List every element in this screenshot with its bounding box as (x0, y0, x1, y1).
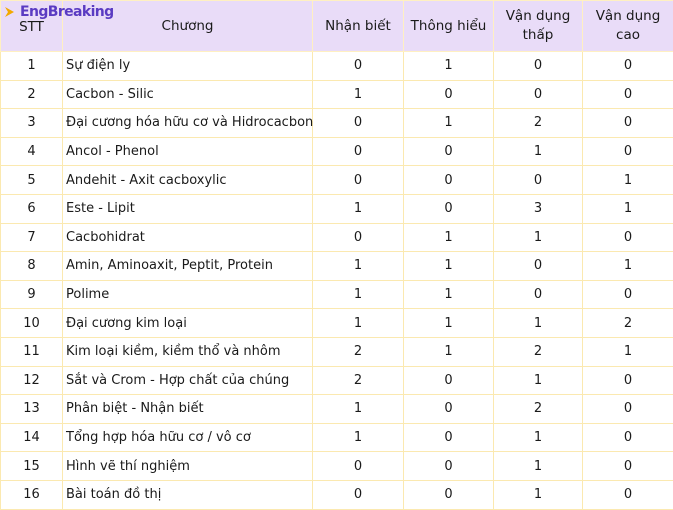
row-stt: 4 (1, 137, 63, 166)
row-stt: 5 (1, 166, 63, 195)
row-apply-low: 1 (494, 366, 583, 395)
row-recognize: 2 (313, 366, 404, 395)
row-apply-high: 0 (583, 137, 673, 166)
row-apply-low: 1 (494, 452, 583, 481)
row-apply-low: 1 (494, 309, 583, 338)
row-stt: 1 (1, 52, 63, 81)
row-apply-high: 1 (583, 194, 673, 223)
row-chapter: Amin, Aminoaxit, Peptit, Protein (63, 252, 313, 281)
table-row (1, 395, 673, 424)
row-apply-high: 0 (583, 452, 673, 481)
row-apply-low: 0 (494, 80, 583, 109)
row-apply-high: 0 (583, 423, 673, 452)
header-apply-low: Vận dụng thấp (494, 1, 583, 52)
row-apply-low: 1 (494, 223, 583, 252)
row-stt: 3 (1, 109, 63, 138)
row-understand: 1 (404, 252, 494, 281)
row-stt: 2 (1, 80, 63, 109)
table-row (1, 137, 673, 166)
table-row (1, 452, 673, 481)
brand-name: EngBreaking (20, 4, 114, 20)
row-apply-low: 2 (494, 109, 583, 138)
row-recognize: 1 (313, 309, 404, 338)
brand-arrow-icon (4, 5, 18, 19)
table-row (1, 309, 673, 338)
table-row (1, 52, 673, 81)
row-apply-high: 0 (583, 80, 673, 109)
row-chapter: Đại cương kim loại (63, 309, 313, 338)
row-chapter: Hình vẽ thí nghiệm (63, 452, 313, 481)
row-chapter: Ancol - Phenol (63, 137, 313, 166)
row-understand: 0 (404, 395, 494, 424)
row-apply-low: 1 (494, 480, 583, 509)
row-recognize: 1 (313, 280, 404, 309)
table-row (1, 252, 673, 281)
row-apply-high: 0 (583, 366, 673, 395)
row-recognize: 0 (313, 52, 404, 81)
row-recognize: 1 (313, 252, 404, 281)
row-chapter: Andehit - Axit cacboxylic (63, 166, 313, 195)
table-row (1, 480, 673, 509)
row-stt: 6 (1, 194, 63, 223)
row-understand: 1 (404, 337, 494, 366)
row-chapter: Cacbon - Silic (63, 80, 313, 109)
row-chapter: Sắt và Crom - Hợp chất của chúng (63, 366, 313, 395)
row-apply-high: 2 (583, 309, 673, 338)
row-chapter: Bài toán đồ thị (63, 480, 313, 509)
row-chapter: Cacbohidrat (63, 223, 313, 252)
row-stt: 13 (1, 395, 63, 424)
row-understand: 0 (404, 80, 494, 109)
table-row (1, 80, 673, 109)
row-understand: 0 (404, 166, 494, 195)
row-understand: 0 (404, 480, 494, 509)
table-row (1, 337, 673, 366)
row-chapter: Sự điện ly (63, 52, 313, 81)
table-row (1, 423, 673, 452)
row-chapter: Este - Lipit (63, 194, 313, 223)
header-chapter: Chương (63, 1, 313, 52)
row-recognize: 2 (313, 337, 404, 366)
header-understand: Thông hiểu (404, 1, 494, 52)
row-apply-high: 0 (583, 280, 673, 309)
header-apply-high: Vận dụng cao (583, 1, 673, 52)
row-understand: 1 (404, 223, 494, 252)
row-recognize: 0 (313, 480, 404, 509)
row-recognize: 1 (313, 194, 404, 223)
row-apply-low: 0 (494, 252, 583, 281)
row-understand: 1 (404, 280, 494, 309)
row-apply-high: 1 (583, 252, 673, 281)
row-apply-high: 0 (583, 480, 673, 509)
row-chapter: Kim loại kiềm, kiềm thổ và nhôm (63, 337, 313, 366)
row-apply-low: 0 (494, 52, 583, 81)
header-stt: STT (1, 1, 63, 52)
row-apply-low: 3 (494, 194, 583, 223)
row-stt: 12 (1, 366, 63, 395)
row-understand: 1 (404, 109, 494, 138)
row-apply-high: 0 (583, 223, 673, 252)
row-recognize: 1 (313, 80, 404, 109)
row-chapter: Phân biệt - Nhận biết (63, 395, 313, 424)
table-row (1, 223, 673, 252)
table-row (1, 166, 673, 195)
row-stt: 10 (1, 309, 63, 338)
row-recognize: 0 (313, 452, 404, 481)
table-row (1, 366, 673, 395)
header-recognize: Nhận biết (313, 1, 404, 52)
row-apply-low: 0 (494, 280, 583, 309)
brand-logo (4, 4, 114, 20)
row-apply-high: 0 (583, 109, 673, 138)
row-apply-high: 0 (583, 395, 673, 424)
table-row (1, 194, 673, 223)
row-chapter: Tổng hợp hóa hữu cơ / vô cơ (63, 423, 313, 452)
row-recognize: 0 (313, 166, 404, 195)
row-recognize: 0 (313, 109, 404, 138)
row-recognize: 0 (313, 137, 404, 166)
table-row (1, 280, 673, 309)
row-stt: 14 (1, 423, 63, 452)
row-recognize: 1 (313, 395, 404, 424)
row-stt: 11 (1, 337, 63, 366)
row-recognize: 0 (313, 223, 404, 252)
row-understand: 0 (404, 137, 494, 166)
row-understand: 0 (404, 366, 494, 395)
row-apply-high: 1 (583, 166, 673, 195)
row-understand: 0 (404, 194, 494, 223)
row-apply-high: 0 (583, 52, 673, 81)
row-understand: 1 (404, 52, 494, 81)
table-row (1, 109, 673, 138)
row-apply-low: 1 (494, 423, 583, 452)
row-understand: 0 (404, 452, 494, 481)
row-apply-low: 2 (494, 395, 583, 424)
row-stt: 9 (1, 280, 63, 309)
row-apply-high: 1 (583, 337, 673, 366)
row-apply-low: 0 (494, 166, 583, 195)
row-apply-low: 1 (494, 137, 583, 166)
row-stt: 15 (1, 452, 63, 481)
row-chapter: Polime (63, 280, 313, 309)
row-stt: 8 (1, 252, 63, 281)
row-understand: 0 (404, 423, 494, 452)
row-apply-low: 2 (494, 337, 583, 366)
row-understand: 1 (404, 309, 494, 338)
row-stt: 7 (1, 223, 63, 252)
row-chapter: Đại cương hóa hữu cơ và Hidrocacbon (63, 109, 313, 138)
row-stt: 16 (1, 480, 63, 509)
row-recognize: 1 (313, 423, 404, 452)
